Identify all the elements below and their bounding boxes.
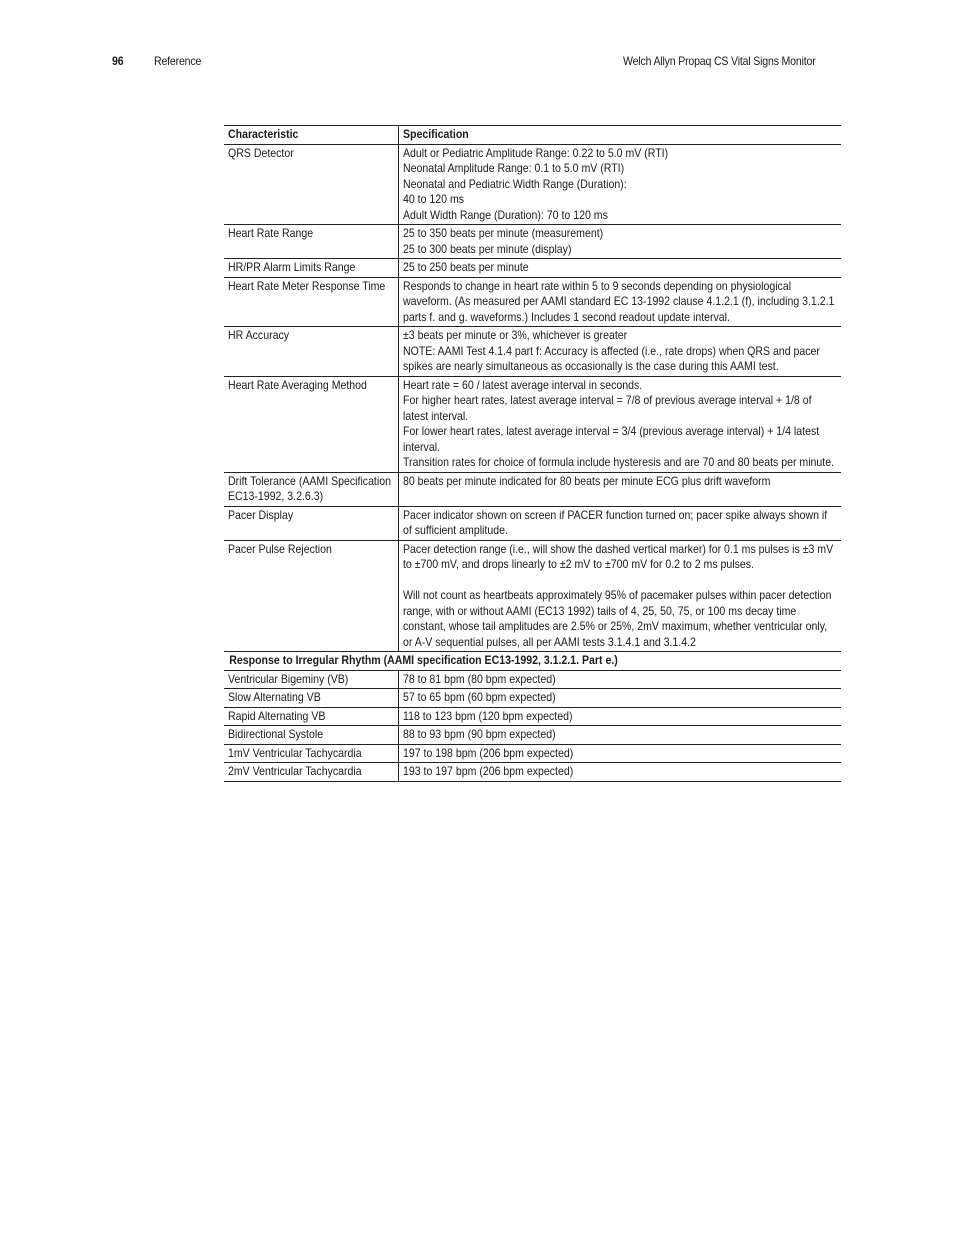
- rhythm-result-cell: 197 to 198 bpm (206 bpm expected): [399, 744, 842, 763]
- characteristic-cell: HR/PR Alarm Limits Range: [224, 259, 399, 278]
- rhythm-row: [224, 744, 841, 763]
- rhythm-row: [224, 670, 841, 689]
- table-row: [224, 327, 841, 377]
- column-header-characteristic: Characteristic: [224, 126, 399, 145]
- spec-line: 25 to 250 beats per minute: [403, 260, 529, 274]
- rhythm-name-cell: 1mV Ventricular Tachycardia: [224, 744, 399, 763]
- specification-cell: [399, 144, 842, 225]
- rhythm-result-cell: 118 to 123 bpm (120 bpm expected): [399, 707, 842, 726]
- specification-cell: [399, 472, 842, 506]
- specification-cell: [399, 506, 842, 540]
- spec-line: Responds to change in heart rate within 5 to 9 seconds depending on physiological waveform. (As measured per AAMI standard EC 13-1992 clause 4.1.2.1 (f), including 3.1.2.1 parts f. and g. waveforms.) Includes 1 second readout update interval.: [403, 278, 835, 324]
- document-title: Welch Allyn Propaq CS Vital Signs Monitor: [623, 54, 816, 68]
- specification-cell: [399, 540, 842, 652]
- rhythm-name-cell: 2mV Ventricular Tachycardia: [224, 763, 399, 782]
- specification-cell: [399, 376, 842, 472]
- page-number: 96: [112, 54, 124, 68]
- rhythm-result-cell: 78 to 81 bpm (80 bpm expected): [399, 670, 842, 689]
- table-row: [224, 144, 841, 225]
- spec-line: Transition rates for choice of formula include hysteresis and are 70 and 80 beats per minute.: [403, 455, 835, 469]
- rhythm-name-cell: Bidirectional Systole: [224, 726, 399, 745]
- spec-line: 80 beats per minute indicated for 80 beats per minute ECG plus drift waveform: [403, 473, 771, 488]
- rhythm-result-cell: 88 to 93 bpm (90 bpm expected): [399, 726, 842, 745]
- rhythm-name-cell: Ventricular Bigeminy (VB): [224, 670, 399, 689]
- characteristic-cell: Pacer Pulse Rejection: [224, 540, 399, 652]
- characteristic-cell: Heart Rate Range: [224, 225, 399, 259]
- characteristic-cell: Heart Rate Meter Response Time: [224, 277, 399, 327]
- spec-line: For lower heart rates, latest average interval = 3/4 (previous average interval) + 1/4 latest interval.: [403, 424, 820, 454]
- specification-table: [224, 125, 841, 782]
- spec-line: 25 to 350 beats per minute (measurement): [403, 226, 604, 240]
- spec-line: Pacer indicator shown on screen if PACER function turned on; pacer spike always shown if of sufficient amplitude.: [403, 507, 828, 537]
- rhythm-result-cell: 57 to 65 bpm (60 bpm expected): [399, 689, 842, 708]
- table-header-row: [224, 126, 841, 145]
- spec-line: For higher heart rates, latest average interval = 7/8 of previous average interval + 1/8 of latest interval.: [403, 393, 812, 423]
- spec-line: Neonatal Amplitude Range: 0.1 to 5.0 mV (RTI): [403, 161, 625, 175]
- rhythm-row: [224, 689, 841, 708]
- spec-line: 40 to 120 ms: [403, 192, 465, 206]
- specification-cell: [399, 327, 842, 377]
- table-row: [224, 506, 841, 540]
- characteristic-cell: HR Accuracy: [224, 327, 399, 377]
- spec-line: Adult Width Range (Duration): 70 to 120 ms: [403, 207, 608, 222]
- spec-line: Adult or Pediatric Amplitude Range: 0.22 to 5.0 mV (RTI): [403, 145, 669, 160]
- rhythm-name-cell: Slow Alternating VB: [224, 689, 399, 708]
- spec-line: 25 to 300 beats per minute (display): [403, 241, 572, 256]
- table-body: [224, 144, 841, 652]
- rhythm-result-cell: 193 to 197 bpm (206 bpm expected): [399, 763, 842, 782]
- rhythm-row: [224, 726, 841, 745]
- specification-cell: [399, 259, 842, 278]
- rhythm-row: [224, 763, 841, 782]
- characteristic-cell: Heart Rate Averaging Method: [224, 376, 399, 472]
- section-name: Reference: [154, 54, 202, 68]
- table-row: [224, 277, 841, 327]
- spec-line: Neonatal and Pediatric Width Range (Duration):: [403, 176, 627, 191]
- section-heading: Response to Irregular Rhythm (AAMI specification EC13-1992, 3.1.2.1. Part e.): [224, 652, 841, 671]
- spec-line: Will not count as heartbeats approximately 95% of pacemaker pulses within pacer detection range, with or without AAMI (EC13 1992) tails of 4, 25, 50, 75, or 100 ms decay time constant, whose tail amplitudes are 2.5% or 25%, 2mV maximum, whether ventricular only, or A-V sequential pulses, all per AAMI tests 3.1.4.1 and 3.1.4.2: [403, 588, 832, 649]
- section-heading-row: [224, 652, 841, 671]
- spec-line: Pacer detection range (i.e., will show the dashed vertical marker) for 0.1 ms pulses is ±3 mV to ±700 mV, and drops linearly to ±2 mV to ±700 mV for 0.2 to 2 ms pulses.: [403, 541, 834, 571]
- table-row: [224, 259, 841, 278]
- rhythm-name-cell: Rapid Alternating VB: [224, 707, 399, 726]
- specification-cell: [399, 277, 842, 327]
- table-row: [224, 225, 841, 259]
- characteristic-cell: Drift Tolerance (AAMI Specification EC13-1992, 3.2.6.3): [224, 472, 399, 506]
- table-row: [224, 540, 841, 652]
- table-row: [224, 472, 841, 506]
- spec-line: NOTE: AAMI Test 4.1.4 part f: Accuracy is affected (i.e., rate drops) when QRS and pacer spikes are nearly simultaneous as occasionally is the case during this AAMI test.: [403, 343, 820, 373]
- specification-cell: [399, 225, 842, 259]
- spec-line: ±3 beats per minute or 3%, whichever is greater: [403, 328, 628, 342]
- irregular-rhythm-section: [224, 652, 841, 782]
- characteristic-cell: Pacer Display: [224, 506, 399, 540]
- rhythm-row: [224, 707, 841, 726]
- table-row: [224, 376, 841, 472]
- characteristic-cell: QRS Detector: [224, 144, 399, 225]
- spec-line: Heart rate = 60 / latest average interval in seconds.: [403, 377, 643, 392]
- column-header-specification: Specification: [399, 126, 842, 145]
